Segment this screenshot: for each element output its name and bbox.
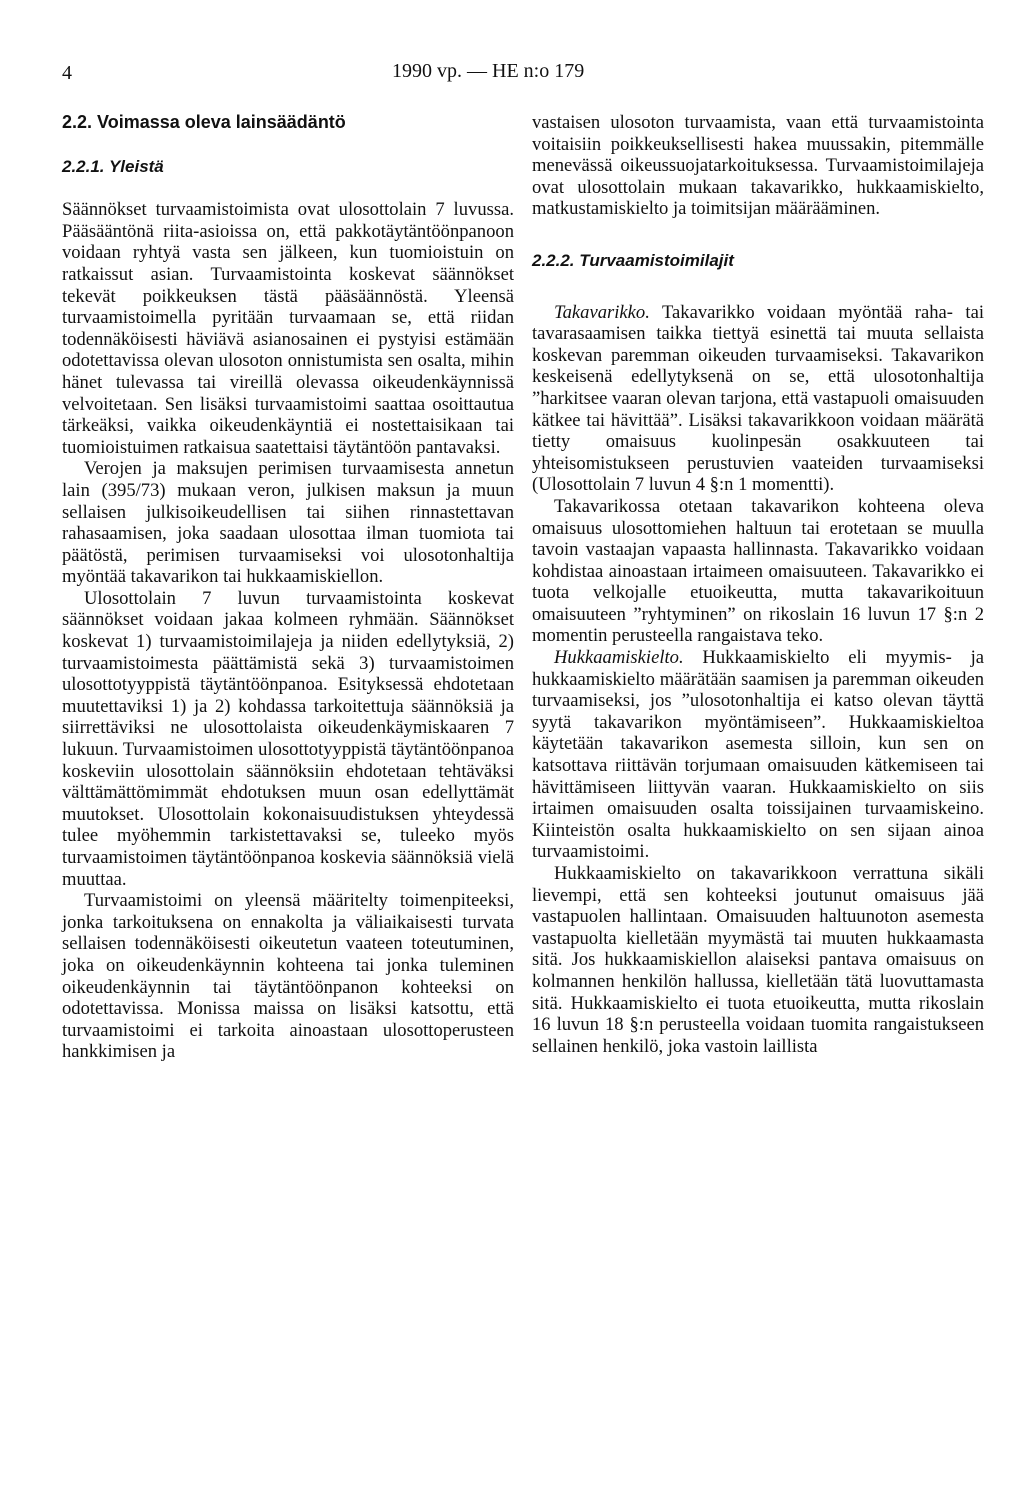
section-heading: 2.2. Voimassa oleva lainsäädäntö <box>62 112 346 132</box>
paragraph: Takavarikossa otetaan takavarikon kohteena oleva omaisuus ulosottomiehen haltuun tai erotetaan se muulla tavoin vastaajan vapaasta hallinnasta. Takavarikko voidaan kohdistaa ainoastaan irtaimeen omaisuuteen. Takavarikko ei tuota velkojalle etuoikeutta, mutta takavarikoituun omaisuuteen ”ryhtyminen” on rikoslain 16 luvun 17 §:n 2 momentin perusteella rangaistava teko. <box>532 495 984 647</box>
running-head: 1990 vp. — HE n:o 179 <box>392 60 585 82</box>
paragraph-text: Takavarikko voidaan myöntää raha- tai tavarasaamisen taikka tiettyä esinettä tai muuta sellaista koskevan paremman oikeuden turvaamiseksi. Takavarikon keskeisenä edellytyksenä on se, että ulosotonhaltija ”harkitsee vaaran olevan tarjona, että vastapuoli omaisuuden kätkee tai hävittää”. Lisäksi takavarikkoon voidaan määrätä tietty omaisuus kuolinpesän osakkuuteen tai yhteisomistukseen perustuvien vaateiden turvaamiseksi (Ulosottolain 7 luvun 4 §:n 1 momentti). <box>532 301 984 496</box>
term-hukkaamiskielto: Hukkaamiskielto. <box>554 647 684 669</box>
paragraph: Turvaamistoimi on yleensä määritelty toimenpiteeksi, jonka tarkoituksena on ennakolta ja väliaikaisesti turvata sellaisen todennäköisesti oikeutetun vaateen toteutuminen, joka on oikeudenkäynnin kohteena tai jonka tuleminen oikeudenkäynnin tai täytäntöönpanon kohteeksi on odotettavissa. Monissa maissa on lisäksi katsottu, että turvaamistoimi ei tarkoita ainoastaan ulosottoperusteen hankkimisen ja <box>62 890 514 1063</box>
page-number: 4 <box>62 62 72 84</box>
paragraph: Verojen ja maksujen perimisen turvaamisesta annetun lain (395/73) mukaan veron, julkisen maksun ja muun sellaisen julkisoikeudellisen tai siihen rinnastettavan rahasaamisen, joka saadaan ulosottaa ilman tuomiota tai päätöstä, perimisen turvaamiseksi voi ulosotonhaltija myöntää takavarikon tai hukkaamiskiellon. <box>62 458 514 588</box>
paragraph-text: Hukkaamiskielto eli myymis- ja hukkaamiskielto määrätään saamisen ja paremman oikeuden turvaamiseksi, jos ”ulosotonhaltija ei katso olevan täyttä syytä takavarikon myöntämiseen”. Hukkaamiskieltoa käytetään takavarikon asemesta silloin, kun sen on katsottava riittävän torjumaan omaisuuden kätkemiseen tai hävittämiseen liittyvän vaaran. Hukkaamiskielto on siis irtaimen omaisuuden osalta toissijainen turvaamiskeino. Kiinteistön osalta hukkaamiskielto on sen sijaan ainoa turvaamistoimi. <box>532 647 984 863</box>
term-takavarikko: Takavarikko. <box>554 301 650 323</box>
subsection-heading-types: 2.2.2. Turvaamistoimilajit <box>532 250 734 270</box>
paragraph-hukkaamiskielto <box>532 647 984 863</box>
paragraph: Ulosottolain 7 luvun turvaamistointa koskevat säännökset voidaan jakaa kolmeen ryhmään. Säännökset koskevat 1) turvaamistoimilajeja ja niiden edellytyksiä, 2) turvaamistoimesta päättämistä sekä 3) turvaamistoimen ulosottotyyppistä täytäntöönpanoa. Esityksessä ehdotetaan muutettaviksi 1) ja 2) kohdassa tarkoitettuja säännöksiä ja siirrettäviksi ne ulosottolaista oikeudenkäymiskaaren 7 lukuun. Turvaamistoimen ulosottotyyppistä täytäntöönpanoa koskeviin ulosottolain säännöksiin ehdotetaan tehtäväksi välttämättömimmät ehdotuksen muun osan edellyttämät muutokset. Ulosottolain kokonaisuudistuksen yhteydessä tulee myöhemmin tarkistettavaksi se, tuleeko myös turvaamistoimen täytäntöönpanoa koskevia säännöksiä vielä muuttaa. <box>62 587 514 890</box>
paragraph: Säännökset turvaamistoimista ovat ulosottolain 7 luvussa. Pääsääntönä riita-asioissa on, että pakkotäytäntöönpanoon voidaan ryhtyä vasta sen jälkeen, kun tuomioistuin on ratkaissut asian. Turvaamistointa koskevat säännökset tekevät poikkeuksen tästä pääsäännöstä. Yleensä turvaamistoimella pyritään turvaamaan se, että riidan todennäköisesti häviävä asianosainen ei pystyisi estämään odotettavissa olevan ulosoton onnistumista sen osalta, mihin hänet tulevassa tai vireillä olevassa oikeudenkäynnissä velvoitetaan. Sen lisäksi turvaamistoimi saattaa osoittautua tärkeäksi, vaikka oikeudenkäyntiä ei nostettaisikaan tai tuomioistuimen ratkaisua saatettaisi täytäntöön pantavaksi. <box>62 199 514 458</box>
paragraph-continuation: vastaisen ulosoton turvaamista, vaan että turvaamistointa voitaisiin poikkeuksellisesti hakea muussakin, pitemmälle menevässä oikeussuojatarkoituksessa. Turvaamistoimilajeja ovat ulosottolain mukaan takavarikko, hukkaamiskielto, matkustamiskielto ja toimitsijan määrääminen. <box>532 112 984 220</box>
paragraph: Hukkaamiskielto on takavarikkoon verrattuna sikäli lievempi, että sen kohteeksi joutunut omaisuus jää vastapuolen hallintaan. Omaisuuden haltuunoton asemesta vastapuolta kielletään myymästä tai muuten hukkaamasta sitä. Jos hukkaamiskiellon alaiseksi pantava omaisuus on kolmannen henkilön hallussa, kielletään tätä luovuttamasta sitä. Hukkaamiskielto ei tuota etuoikeutta, mutta rikoslain 16 luvun 18 §:n perusteella voidaan tuomita rangaistukseen sellainen henkilö, joka vastoin laillista <box>532 863 984 1057</box>
right-column <box>532 112 984 1057</box>
paragraph-takavarikko <box>532 302 984 496</box>
left-column <box>62 112 514 1063</box>
subsection-heading-general: 2.2.1. Yleistä <box>62 156 164 176</box>
